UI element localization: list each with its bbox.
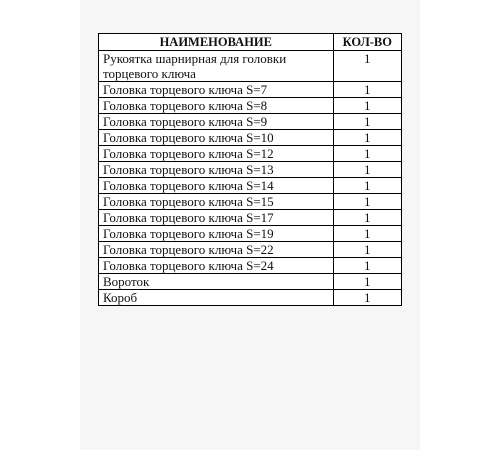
item-qty: 1: [333, 274, 401, 290]
table-body: [99, 51, 402, 306]
table-row: [99, 114, 402, 130]
table-row: [99, 242, 402, 258]
item-qty: 1: [333, 82, 401, 98]
table-row: [99, 82, 402, 98]
item-qty: 1: [333, 226, 401, 242]
header-name: НАИМЕНОВАНИЕ: [99, 34, 334, 51]
item-name: Головка торцевого ключа S=8: [99, 98, 334, 114]
item-name: Головка торцевого ключа S=12: [99, 146, 334, 162]
items-table: [98, 33, 402, 306]
item-name: Рукоятка шарнирная для головки торцевого ключа: [99, 51, 334, 82]
item-qty: 1: [333, 146, 401, 162]
table-header-row: [99, 34, 402, 51]
item-qty: 1: [333, 194, 401, 210]
item-qty: 1: [333, 242, 401, 258]
item-name: Вороток: [99, 274, 334, 290]
item-qty: 1: [333, 290, 401, 306]
item-qty: 1: [333, 178, 401, 194]
table-row: [99, 98, 402, 114]
item-qty: 1: [333, 98, 401, 114]
item-name: Головка торцевого ключа S=22: [99, 242, 334, 258]
table-row: [99, 274, 402, 290]
table-row: [99, 130, 402, 146]
item-name: Головка торцевого ключа S=19: [99, 226, 334, 242]
table-row: [99, 258, 402, 274]
table-row: [99, 226, 402, 242]
table-row: [99, 51, 402, 82]
item-name: Головка торцевого ключа S=7: [99, 82, 334, 98]
item-qty: 1: [333, 51, 401, 82]
item-name: Головка торцевого ключа S=9: [99, 114, 334, 130]
table-row: [99, 210, 402, 226]
item-name: Головка торцевого ключа S=13: [99, 162, 334, 178]
item-name: Головка торцевого ключа S=24: [99, 258, 334, 274]
header-qty: КОЛ-ВО: [333, 34, 401, 51]
item-qty: 1: [333, 130, 401, 146]
item-qty: 1: [333, 258, 401, 274]
item-name: Головка торцевого ключа S=15: [99, 194, 334, 210]
item-qty: 1: [333, 114, 401, 130]
table-row: [99, 146, 402, 162]
item-qty: 1: [333, 210, 401, 226]
item-name: Головка торцевого ключа S=17: [99, 210, 334, 226]
item-name: Головка торцевого ключа S=14: [99, 178, 334, 194]
item-qty: 1: [333, 162, 401, 178]
table-row: [99, 194, 402, 210]
table-row: [99, 290, 402, 306]
table-row: [99, 162, 402, 178]
item-name: Головка торцевого ключа S=10: [99, 130, 334, 146]
table-row: [99, 178, 402, 194]
item-name: Короб: [99, 290, 334, 306]
